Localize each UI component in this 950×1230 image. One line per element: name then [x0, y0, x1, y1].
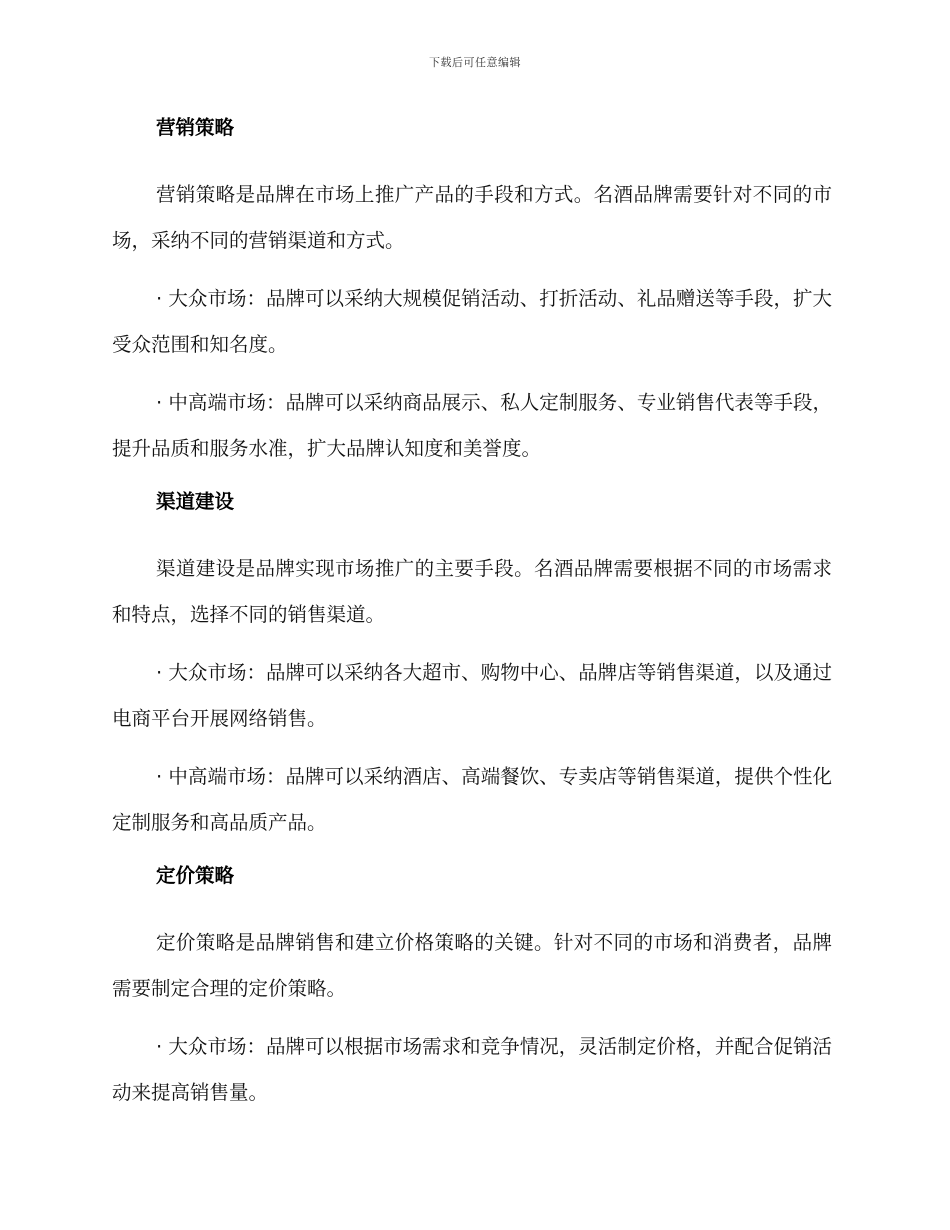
header-note: 下载后可任意编辑 [429, 56, 521, 69]
section-heading: 定价策略 [156, 864, 235, 887]
section-pricing-strategy [112, 858, 832, 1116]
bullet-paragraph: · 中高端市场：品牌可以采纳商品展示、私人定制服务、专业销售代表等手段，提升品质和服务水准，扩大品牌认知度和美誉度。 [112, 391, 832, 460]
document-body [112, 110, 832, 1128]
bullet-paragraph: · 大众市场：品牌可以根据市场需求和竞争情况，灵活制定价格，并配合促销活动来提高销售量。 [112, 1035, 832, 1104]
section-channel-building [112, 484, 832, 846]
paragraph: 渠道建设是品牌实现市场推广的主要手段。名酒品牌需要根据不同的市场需求和特点，选择不同的销售渠道。 [112, 557, 832, 626]
paragraph: 定价策略是品牌销售和建立价格策略的关键。针对不同的市场和消费者，品牌需要制定合理的定价策略。 [112, 931, 832, 1000]
section-heading: 营销策略 [156, 116, 235, 139]
section-heading: 渠道建设 [156, 490, 235, 513]
bullet-paragraph: · 中高端市场：品牌可以采纳酒店、高端餐饮、专卖店等销售渠道，提供个性化定制服务和高品质产品。 [112, 765, 832, 834]
bullet-paragraph: · 大众市场：品牌可以采纳各大超市、购物中心、品牌店等销售渠道，以及通过电商平台开展网络销售。 [112, 661, 832, 730]
section-marketing-strategy [112, 110, 832, 472]
paragraph: 营销策略是品牌在市场上推广产品的手段和方式。名酒品牌需要针对不同的市场，采纳不同的营销渠道和方式。 [112, 183, 832, 252]
bullet-paragraph: · 大众市场：品牌可以采纳大规模促销活动、打折活动、礼品赠送等手段，扩大受众范围和知名度。 [112, 287, 832, 356]
